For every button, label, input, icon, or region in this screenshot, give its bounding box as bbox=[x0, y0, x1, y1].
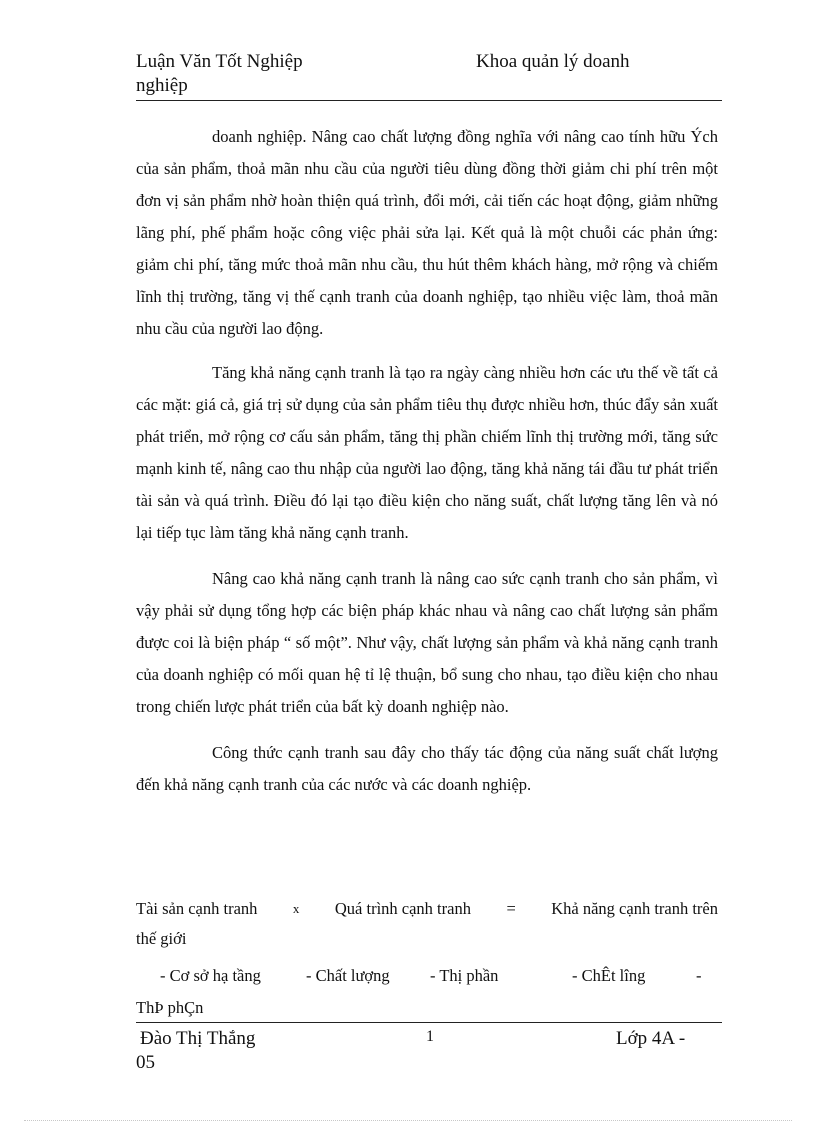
formula-equals: = bbox=[506, 899, 516, 918]
paragraph-competitiveness: Tăng khả năng cạnh tranh là tạo ra ngày càng nhiều hơn các ưu thế về tất cả các mặt: giá cả, giá trị sử dụng của sản phẩm tiêu thụ được nhiều hơn, thúc đẩy sản xuất phát triển, mở rộng cơ cấu sản phẩm, tăng thị phần chiếm lĩnh thị trường mới, tăng sức mạnh kinh tế, nâng cao thu nhập của người lao động, tăng khả năng tái đầu tư phát triển tài sản và quá trình. Điều đó lại tạo điều kiện cho năng suất, chất lượng tăng lên và nó lại tiếp tục làm tăng khả năng cạnh tranh. bbox=[136, 363, 718, 542]
paragraph-formula-intro: Công thức cạnh tranh sau đây cho thấy tác động của năng suất chất lượng đến khả năng cạnh tranh của các nước và các doanh nghiệp. bbox=[136, 743, 718, 794]
formula-multiply: x bbox=[292, 901, 300, 916]
item-quality: - Chất lượng bbox=[306, 966, 390, 985]
page-bottom-divider bbox=[24, 1120, 792, 1121]
page-footer bbox=[136, 1022, 722, 1075]
footer-author: Đào Thị Thắng bbox=[140, 1028, 256, 1049]
paragraph-raising-competitiveness: Nâng cao khả năng cạnh tranh là nâng cao sức cạnh tranh cho sản phẩm, vì vậy phải sử dụng tổng hợp các biện pháp khác nhau và nâng cao chất lượng sản phẩm được coi là biện pháp “ số một”. Như vậy, chất lượng sản phẩm và khả năng cạnh tranh của doanh nghiệp có mối quan hệ tỉ lệ thuận, bổ sung cho nhau, tạo điều kiện cho nhau trong chiến lược phát triển của bất kỳ doanh nghiệp nào. bbox=[136, 569, 718, 716]
formula-term-process: Quá trình cạnh tranh bbox=[334, 899, 471, 918]
item-dash: - bbox=[696, 966, 702, 985]
formula-result: Khả năng cạnh tranh trên bbox=[551, 899, 718, 918]
footer-class: Lớp 4A - bbox=[616, 1028, 686, 1049]
item-market-share-garbled: ThÞ phÇn bbox=[136, 998, 204, 1017]
formula-result-continued: thế giới bbox=[136, 929, 187, 948]
competition-formula bbox=[136, 894, 718, 954]
formula-items bbox=[136, 966, 718, 1026]
item-quality-garbled: - ChÊt lîng bbox=[572, 966, 646, 985]
header-faculty: Khoa quản lý doanh bbox=[476, 51, 630, 72]
item-market-share: - Thị phần bbox=[430, 966, 499, 985]
document-body bbox=[136, 121, 718, 815]
page-number: 1 bbox=[426, 1028, 434, 1045]
header-thesis-title: Luận Văn Tốt Nghiệp bbox=[136, 51, 303, 72]
page-header bbox=[136, 50, 722, 101]
header-faculty-continued: nghiệp bbox=[136, 75, 188, 96]
item-infrastructure: - Cơ sở hạ tầng bbox=[160, 966, 261, 985]
formula-term-assets: Tài sản cạnh tranh bbox=[136, 899, 258, 918]
footer-author-continued: 05 bbox=[136, 1052, 155, 1073]
paragraph-quality: doanh nghiệp. Nâng cao chất lượng đồng nghĩa với nâng cao tính hữu Ých của sản phẩm, thoả mãn nhu cầu của người tiêu dùng đồng thời giảm chi phí trên một đơn vị sản phẩm nhờ hoàn thiện quá trình, đổi mới, cải tiến các hoạt động, giảm những lãng phí, phế phẩm hoặc công việc phải sửa lại. Kết quả là một chuỗi các phản ứng: giảm chi phí, tăng mức thoả mãn nhu cầu, thu hút thêm khách hàng, mở rộng và chiếm lĩnh thị trường, tăng vị thế cạnh tranh của doanh nghiệp, tạo nhiều việc làm, thoả mãn nhu cầu của người lao động. bbox=[136, 127, 718, 338]
